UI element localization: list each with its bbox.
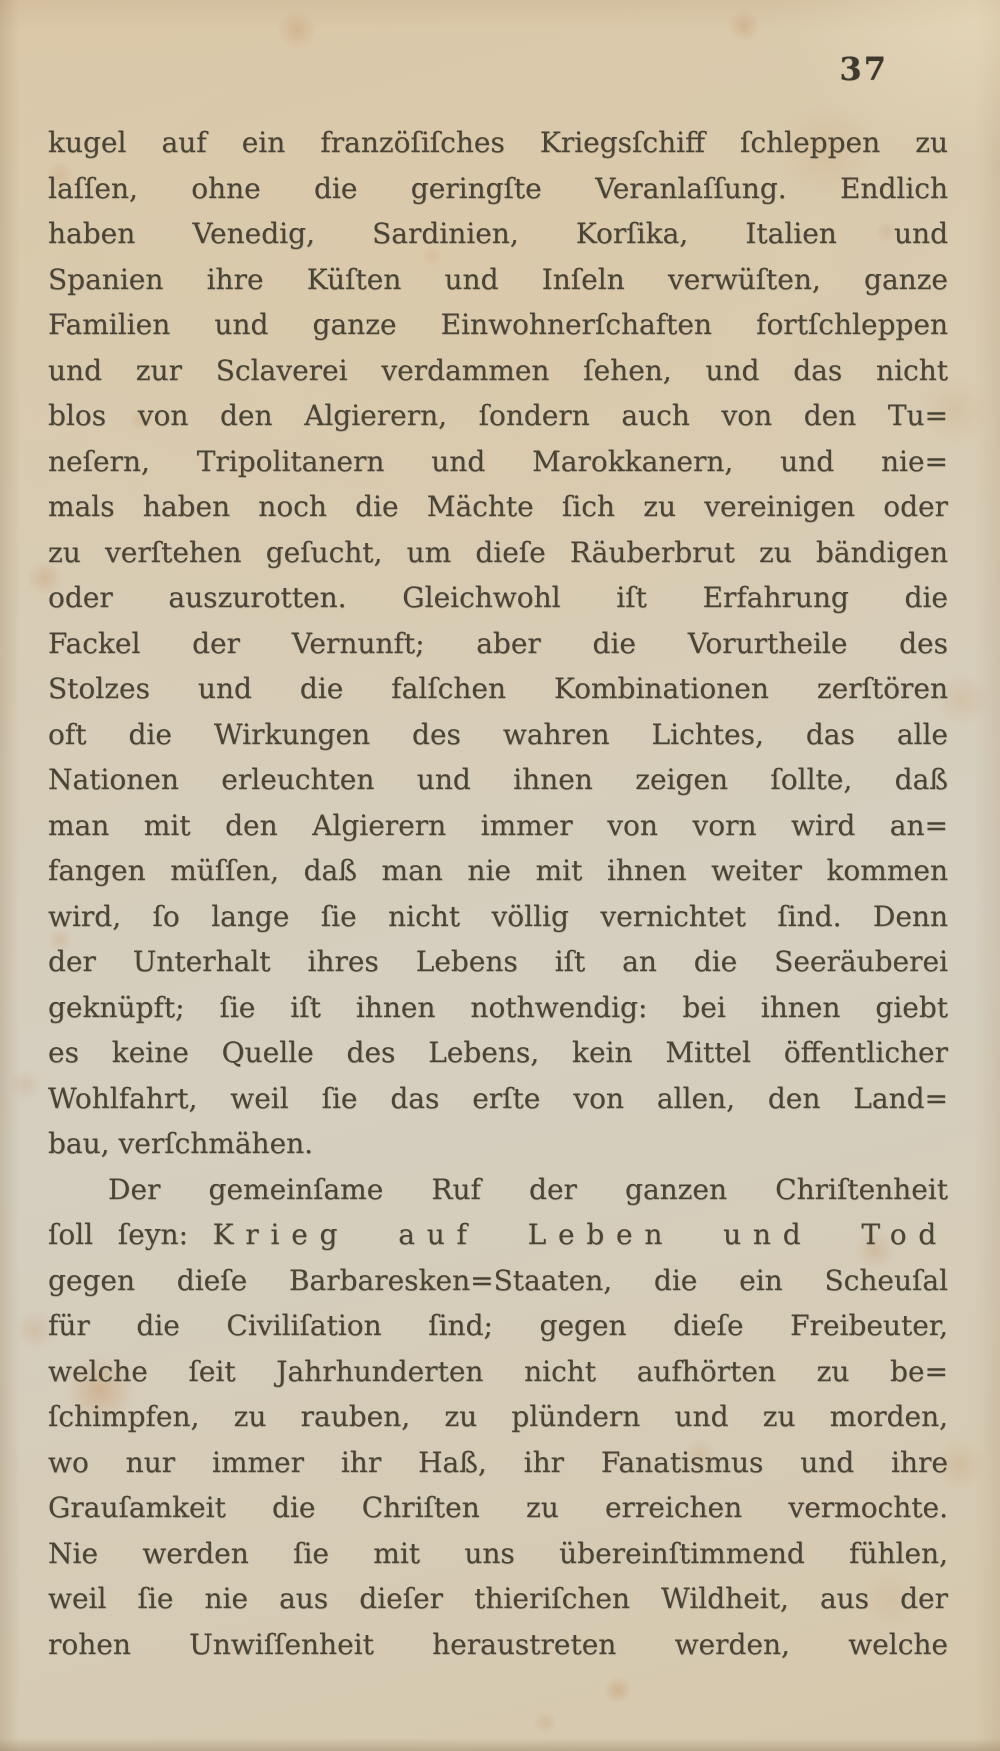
page-number: 37 — [839, 50, 888, 88]
text-line: Spanien ihre Küſten und Inſeln verwüſten, ganze — [48, 262, 948, 296]
text-line: kugel auf ein franzöſiſches Kriegsſchiff ſchleppen zu — [48, 126, 948, 159]
text-line: laſſen, ohne die geringſte Veranlaſſung. Endlich — [48, 171, 948, 205]
emphasized-spaced-text: Krieg auf Leben und Tod — [212, 1218, 948, 1251]
text-line: Grauſamkeit die Chriſten zu erreichen vermochte. — [48, 1491, 948, 1524]
text-line: bau, verſchmähen. — [48, 1127, 314, 1160]
text-line: ſchimpfen, zu rauben, zu plündern und zu morden, — [48, 1400, 948, 1433]
text-line: Stolzes und die falſchen Kombinationen zerſtören — [48, 672, 948, 705]
text-line: Der gemeinſame Ruf der ganzen Chriſtenheit — [108, 1172, 948, 1206]
text-line: mals haben noch die Mächte ſich zu vereinigen oder — [48, 490, 948, 523]
text-line: neſern, Tripolitanern und Marokkanern, und nie= — [48, 444, 948, 478]
text-line: wo nur immer ihr Haß, ihr Fanatismus und ihre — [48, 1445, 948, 1479]
text-line: fangen müſſen, daß man nie mit ihnen weiter kommen — [48, 854, 948, 887]
text-line: Wohlfahrt, weil ſie das erſte von allen, den Land= — [48, 1081, 948, 1115]
text-line: gegen dieſe Barbaresken=Staaten, die ein Scheuſal — [48, 1263, 948, 1297]
text-line: weil ſie nie aus dieſer thieriſchen Wildheit, aus der — [48, 1582, 948, 1615]
text-line: haben Venedig, Sardinien, Korſika, Italien und — [48, 217, 948, 250]
text-line: Nie werden ſie mit uns übereinſtimmend fühlen, — [48, 1536, 948, 1570]
text-line: der Unterhalt ihres Lebens iſt an die Seeräuberei — [48, 945, 948, 978]
text-line: und zur Sclaverei verdammen ſehen, und das nicht — [48, 353, 948, 387]
text-line: oft die Wirkungen des wahren Lichtes, das alle — [48, 717, 948, 751]
text-line: wird, ſo lange ſie nicht völlig vernichtet ſind. Denn — [48, 899, 948, 933]
text-line: man mit den Algierern immer von vorn wird an= — [48, 808, 948, 842]
text-line: welche ſeit Jahrhunderten nicht aufhörten zu be= — [48, 1354, 948, 1388]
text-line: blos von den Algierern, ſondern auch von den Tu= — [48, 399, 948, 432]
text-line: Familien und ganze Einwohnerſchaften fortſchleppen — [48, 308, 948, 341]
text-line: es keine Quelle des Lebens, kein Mittel öffentlicher — [48, 1036, 948, 1069]
text-line: Fackel der Vernunft; aber die Vorurtheile des — [48, 626, 948, 660]
text-line: ſoll ſeyn: Krieg auf Leben und Tod — [48, 1218, 948, 1251]
text-line: Nationen erleuchten und ihnen zeigen ſollte, daß — [48, 763, 948, 796]
text-line: zu verſtehen geſucht, um dieſe Räuberbrut zu bändigen — [48, 535, 948, 569]
text-block — [48, 120, 948, 1667]
text-line: rohen Unwiſſenheit heraustreten werden, welche — [48, 1627, 948, 1661]
text-line: geknüpft; ſie iſt ihnen nothwendig: bei ihnen giebt — [48, 990, 948, 1024]
text-line: für die Civiliſation ſind; gegen dieſe Freibeuter, — [48, 1309, 948, 1342]
text-line: oder auszurotten. Gleichwohl iſt Erfahrung die — [48, 581, 948, 614]
